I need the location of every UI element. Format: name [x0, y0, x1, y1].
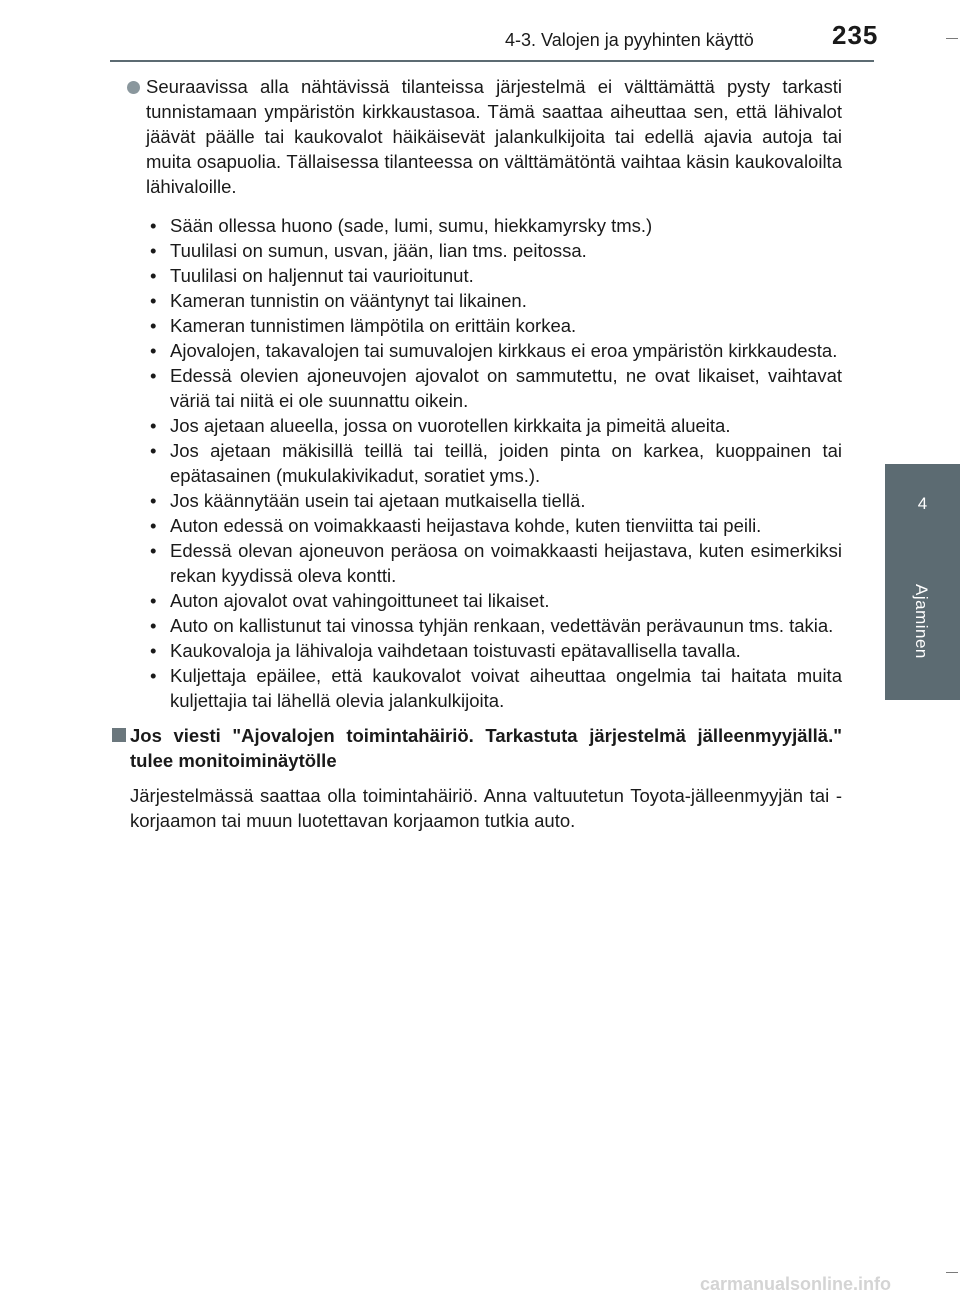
list-item-text: Edessä olevan ajoneuvon peräosa on voimakkaasti heijastava, kuten esimerkiksi rekan kyydissä oleva kontti.: [170, 540, 842, 586]
header-divider: [110, 60, 874, 62]
bullet-icon: •: [150, 265, 157, 286]
list-item-text: Edessä olevien ajoneuvojen ajovalot on sammutettu, ne ovat likaiset, vaihtavat väriä tai niitä ei ole suunnattu oikein.: [170, 365, 842, 411]
note-text: Seuraavissa alla nähtävissä tilanteissa järjestelmä ei välttämättä pysty tarkasti tunnistamaan ympäristön kirkkaustasoa. Tämä saattaa aiheuttaa sen, että lähivalot jäävät päälle tai kaukovalot häikäisevät jalankulkijoita tai edellä ajavia autoja tai muita osapuolia. Tällaisessa tilanteessa on välttämätöntä vaihtaa käsin kaukovaloilta lähivaloille.: [146, 76, 842, 197]
list-item-text: Auton edessä on voimakkaasti heijastava kohde, kuten tienviitta tai peili.: [170, 515, 762, 536]
bullet-icon: •: [150, 415, 157, 436]
list-item: [146, 313, 842, 338]
list-item: [146, 213, 842, 238]
crop-mark: [946, 38, 958, 39]
crop-mark: [946, 1272, 958, 1273]
list-item-text: Ajovalojen, takavalojen tai sumuvalojen kirkkaus ei eroa ympäristön kirkkaudesta.: [170, 340, 838, 361]
list-item: [146, 363, 842, 413]
list-item-text: Kaukovaloja ja lähivaloja vaihdetaan toistuvasti epätavallisella tavalla.: [170, 640, 741, 661]
bullet-icon: •: [150, 515, 157, 536]
bullet-icon: •: [150, 440, 157, 461]
bullet-icon: •: [150, 340, 157, 361]
list-item-text: Kameran tunnistin on vääntynyt tai likainen.: [170, 290, 527, 311]
bullet-icon: •: [150, 490, 157, 511]
list-item-text: Jos ajetaan mäkisillä teillä tai teillä, joiden pinta on karkea, kuoppainen tai epätasainen (mukulakivikadut, soratiet yms.).: [170, 440, 842, 486]
bullet-icon: •: [150, 590, 157, 611]
list-item: [146, 263, 842, 288]
bullet-icon: •: [150, 215, 157, 236]
list-item: [146, 438, 842, 488]
list-item-text: Auton ajovalot ovat vahingoittuneet tai likaiset.: [170, 590, 550, 611]
list-item-text: Jos käännytään usein tai ajetaan mutkaisella tiellä.: [170, 490, 586, 511]
list-item-text: Kuljettaja epäilee, että kaukovalot voivat aiheuttaa ongelmia tai haitata muita kuljettajia tai lähellä olevia jalankulkijoita.: [170, 665, 842, 711]
list-item-text: Kameran tunnistimen lämpötila on erittäin korkea.: [170, 315, 577, 336]
list-item: [146, 538, 842, 588]
page-content: [110, 70, 842, 833]
bullet-icon: •: [150, 640, 157, 661]
list-item: [146, 613, 842, 638]
list-item-text: Sään ollessa huono (sade, lumi, sumu, hiekkamyrsky tms.): [170, 215, 653, 236]
list-item: [146, 513, 842, 538]
conditions-list: [110, 213, 842, 713]
chapter-number: 4: [917, 494, 928, 513]
note-paragraph: [110, 74, 842, 199]
list-item: [146, 638, 842, 663]
list-item: [146, 663, 842, 713]
list-item-text: Tuulilasi on sumun, usvan, jään, lian tms. peitossa.: [170, 240, 587, 261]
list-item: [146, 338, 842, 363]
bullet-icon: •: [150, 290, 157, 311]
list-item: [146, 413, 842, 438]
bullet-icon: •: [150, 315, 157, 336]
section-heading-text: Jos viesti "Ajovalojen toimintahäiriö. Tarkastuta järjestelmä jälleenmyyjällä." tulee monitoiminäytölle: [130, 725, 842, 771]
section-body: Järjestelmässä saattaa olla toimintahäiriö. Anna valtuutetun Toyota-jälleenmyyjän tai -korjaamon tai muun luotettavan korjaamon tutkia auto.: [130, 785, 842, 831]
list-item-text: Tuulilasi on haljennut tai vaurioitunut.: [170, 265, 474, 286]
chapter-title: 4-3. Valojen ja pyyhinten käyttö: [505, 30, 754, 50]
list-item-text: Auto on kallistunut tai vinossa tyhjän renkaan, vedettävän perävaunun tms. takia.: [170, 615, 834, 636]
list-item: [146, 588, 842, 613]
square-bullet-icon: [112, 728, 126, 742]
bullet-icon: •: [150, 540, 157, 561]
chapter-side-tab: [885, 464, 960, 700]
list-item: [146, 238, 842, 263]
list-item-text: Jos ajetaan alueella, jossa on vuorotellen kirkkaita ja pimeitä alueita.: [170, 415, 731, 436]
list-item: [146, 288, 842, 313]
page-number: 235: [832, 20, 879, 50]
bullet-icon: •: [150, 665, 157, 686]
bullet-icon: •: [150, 240, 157, 261]
bullet-icon: •: [150, 365, 157, 386]
watermark: carmanualsonline.info: [700, 1274, 892, 1294]
section-heading: [110, 723, 842, 773]
bullet-icon: •: [150, 615, 157, 636]
chapter-label: Ajaminen: [912, 584, 931, 659]
circle-bullet-icon: [127, 81, 140, 94]
list-item: [146, 488, 842, 513]
